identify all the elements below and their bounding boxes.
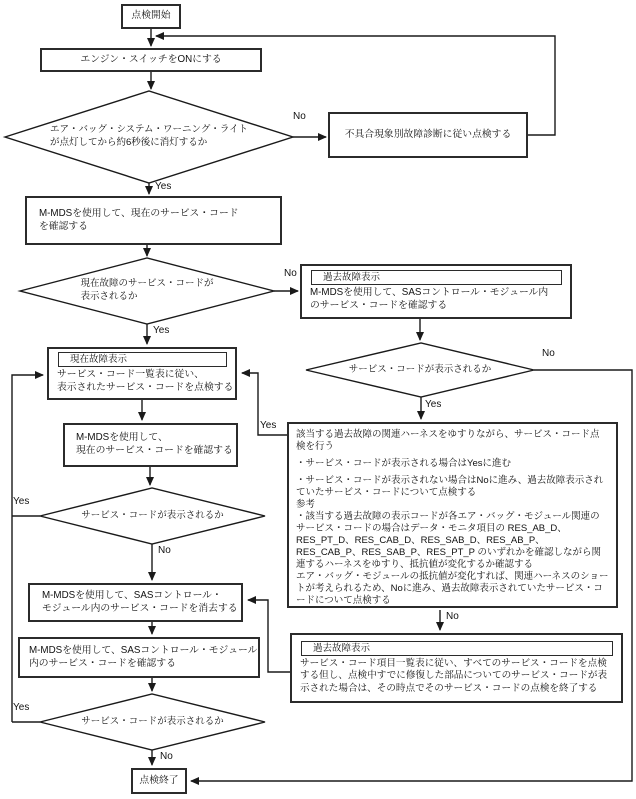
mmds-clear-codes-line2: モジュール内のサービス・コードを消去する — [42, 602, 238, 614]
current-fault-display-line2: 表示されたサービス・コードを点検する — [57, 382, 234, 393]
end-label: 点検終了 — [139, 774, 179, 786]
decision-code-bottom-shape — [40, 694, 265, 750]
decision-current-code-shape — [20, 258, 274, 324]
edge-label-yes: Yes — [153, 325, 170, 336]
decision-code-mid-shape — [40, 488, 265, 544]
decision-code-mid-label: サービス・コードが表示されるか — [81, 509, 224, 521]
mmds-check-current-codes-line2: を確認する — [39, 220, 88, 232]
engine-switch-on-step — [40, 48, 262, 72]
engine-switch-on-label: エンジン・スイッチをONにする — [80, 53, 222, 65]
past-fault-display2-text: サービス・コード項目一覧表に従い、すべてのサービス・コードを点検する但し、点検中すでに修復した部品についてのサービス・コードが表示された場合は、その時点でそのサービス・コードの点検を終了する — [300, 657, 608, 694]
edge-label-no: No — [542, 348, 555, 359]
fault-symptom-diagnosis-label: 不具合現象別故障診断に従い点検する — [344, 128, 512, 140]
mmds-check-current-codes-step — [25, 196, 282, 245]
mmds-check-sas-codes-line1: M-MDSを使用して、SASコントロール・モジュール — [29, 644, 258, 656]
past-fault-display-line2: のサービス・コードを確認する — [310, 300, 448, 311]
past-fault-display-line1: M-MDSを使用して、SASコントロール・モジュール内 — [310, 287, 549, 299]
mmds-check-current-codes2-line2: 現在のサービス・コードを確認する — [76, 445, 233, 456]
edge-label-no: No — [446, 611, 459, 622]
fault-symptom-diagnosis-step — [328, 112, 528, 158]
reference-p2: ・サービス・コードが表示される場合はYesに進む — [296, 457, 511, 469]
edge-label-no: No — [293, 111, 306, 122]
start-label: 点検開始 — [131, 10, 171, 22]
edge-label-yes: Yes — [13, 496, 30, 507]
reference-p3: ・サービス・コードが表示されない場合はNoに進み、過去故障表示されていたサービス・コードについて点検する — [296, 474, 604, 498]
decision-code-right-shape — [306, 343, 534, 397]
decision-current-code-line2: 表示されるか — [80, 291, 138, 302]
reference-p6: エア・バッグ・モジュールの抵抗値が変化すれば、関連ハーネスのショートが考えられるため、Noに進み、過去故障表示されていたサービス・コードについて点検する — [296, 570, 609, 606]
current-fault-display-line1: サービス・コード一覧表に従い、 — [57, 369, 204, 381]
mmds-check-sas-codes-line2: 内のサービス・コードを確認する — [29, 657, 176, 669]
past-fault-display2-tag: 過去故障表示 — [301, 641, 613, 656]
current-fault-display-step — [47, 347, 237, 400]
past-fault-display-tag: 過去故障表示 — [311, 270, 562, 285]
past-fault-display2-step — [290, 633, 623, 703]
edge-label-yes: Yes — [425, 399, 442, 410]
edge-label-yes: Yes — [155, 181, 172, 192]
mmds-check-sas-codes-step — [18, 637, 260, 678]
mmds-check-current-codes2-step — [63, 423, 238, 467]
edge-label-no: No — [284, 268, 297, 279]
mmds-check-current-codes-line1: M-MDSを使用して、現在のサービス・コード — [39, 207, 239, 219]
edge-label-no: No — [158, 545, 171, 556]
mmds-clear-codes-line1: M-MDSを使用して、SASコントロール・ — [42, 589, 222, 601]
decision-warning-light-line1: エア・バッグ・システム・ワーニング・ライト — [49, 124, 249, 136]
reference-p5: ・該当する過去故障の表示コードが各エア・バッグ・モジュール関連のサービス・コードの場合はデータ・モニタ項目の RES_AB_D、RES_PT_D、RES_CAB_D、RES_SAB_D、RES_AB_P、RES_CAB_P、RES_SAB_P、RES_PT_P のいずれかを確認しながら関連するハーネスをゆすり、抵抗値が変化するか確認する — [296, 510, 601, 570]
decision-code-right-label: サービス・コードが表示されるか — [348, 363, 492, 375]
reference-p1: 該当する過去故障の関連ハーネスをゆすりながら、サービス・コード点検を行う — [296, 429, 600, 452]
start-node — [121, 4, 181, 29]
reference-note-box — [287, 422, 618, 608]
decision-warning-light-shape — [5, 91, 293, 183]
edge-label-yes: Yes — [13, 702, 30, 713]
edge-label-no: No — [160, 751, 173, 762]
current-fault-display-tag: 現在故障表示 — [58, 352, 227, 367]
decision-current-code-line1: 現在故障のサービス・コードが — [80, 278, 214, 290]
decision-warning-light-line2: が点灯してから約6秒後に消灯するか — [49, 137, 208, 148]
past-fault-display-step — [300, 264, 572, 319]
reference-p4: 参考 — [296, 498, 316, 510]
end-node — [131, 768, 187, 794]
decision-code-bottom-label: サービス・コードが表示されるか — [81, 715, 224, 727]
edge-label-yes: Yes — [260, 420, 277, 431]
mmds-clear-codes-step — [28, 583, 243, 622]
mmds-check-current-codes2-line1: M-MDSを使用して、 — [76, 432, 168, 444]
